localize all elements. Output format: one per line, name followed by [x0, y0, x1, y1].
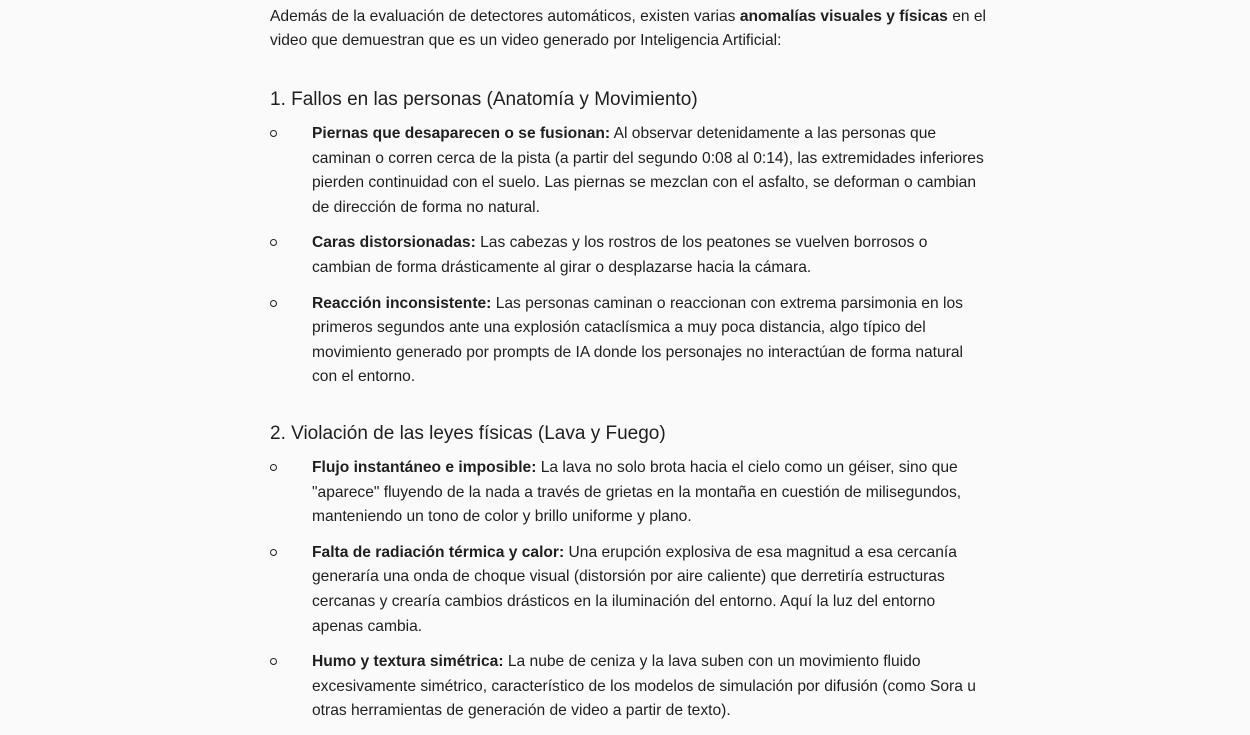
list-item: [270, 650, 990, 724]
intro-text-end: en el video que demuestran que es un video generado por Inteligencia Artificial:: [270, 8, 987, 49]
section-heading-physics: 2. Violación de las leyes físicas (Lava y Fuego): [270, 422, 666, 444]
item-term: Falta de radiación térmica y calor:: [312, 543, 565, 561]
bullet-circle-icon: [270, 300, 277, 307]
item-text: La lava no solo brota hacia el cielo como un géiser, sino que "aparece" fluyendo de la nada a través de grietas en la montaña en cuestión de milisegundos, manteniendo un tono de color y brillo uniforme y plano.: [312, 458, 962, 526]
item-text: Una erupción explosiva de esa magnitud a esa cercanía generaría una onda de choque visual (distorsión por aire caliente) que derretiría estructuras cercanas y crearía cambios drásticos en la iluminación del entorno. Aquí la luz del entorno apenas cambia.: [312, 543, 957, 635]
list-item: [270, 231, 990, 280]
list-item: [270, 541, 990, 639]
intro-paragraph: [270, 5, 990, 53]
item-term: Caras distorsionadas:: [312, 234, 476, 252]
item-text: Las cabezas y los rostros de los peatones se vuelven borrosos o cambian de forma drásticamente al girar o desplazarse hacia la cámara.: [312, 234, 928, 276]
list-item: [270, 456, 990, 530]
bullet-circle-icon: [270, 130, 277, 137]
item-term: Reacción inconsistente:: [312, 294, 492, 312]
people-anomalies-list: [270, 122, 990, 390]
bullet-circle-icon: [270, 549, 277, 556]
section-heading-people: 1. Fallos en las personas (Anatomía y Movimiento): [270, 89, 698, 110]
list-item: [270, 122, 990, 220]
item-text: La nube de ceniza y la lava suben con un movimiento fluido excesivamente simétrico, característico de los modelos de simulación por difusión (como Sora u otras herramientas de generación de video a partir de texto).: [312, 653, 976, 720]
item-term: Piernas que desaparecen o se fusionan:: [312, 125, 611, 142]
bullet-circle-icon: [270, 239, 277, 246]
bullet-circle-icon: [270, 658, 277, 665]
intro-text-start: Además de la evaluación de detectores automáticos, existen varias: [270, 8, 740, 25]
item-term: Humo y textura simétrica:: [312, 653, 504, 671]
physics-anomalies-list: [270, 456, 990, 724]
item-text: Las personas caminan o reaccionan con extrema parsimonia en los primeros segundos ante una explosión cataclísmica a muy poca distancia, algo típico del movimiento generado por prompts de IA donde los personajes no interactúan de forma natural con el entorno.: [312, 294, 964, 386]
bullet-circle-icon: [270, 464, 277, 471]
item-term: Flujo instantáneo e imposible:: [312, 458, 537, 476]
intro-bold-phrase: anomalías visuales y físicas: [739, 8, 948, 25]
response-content: [270, 5, 990, 735]
list-item: [270, 292, 990, 390]
item-text: Al observar detenidamente a las personas que caminan o corren cerca de la pista (a partir del segundo 0:08 al 0:14), las extremidades inferiores pierden continuidad con el suelo. Las piernas se mezclan con el asfalto, se deforman o cambian de dirección de forma no natural.: [312, 125, 984, 216]
